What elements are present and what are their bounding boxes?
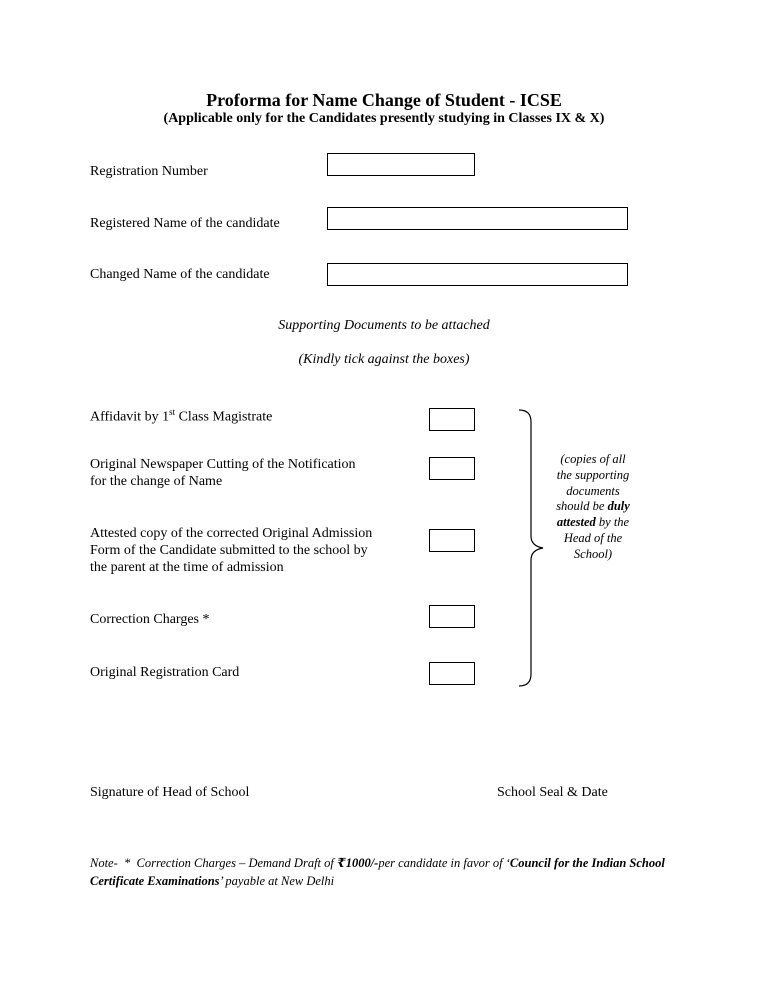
registered-name-label: Registered Name of the candidate (90, 216, 280, 231)
attested-copy-label: Attested copy of the corrected Original Admission Form of the Candidate submitted to the school by the parent at the time of admission (90, 526, 373, 575)
brace-icon (515, 408, 547, 688)
newspaper-checkbox[interactable] (429, 457, 475, 480)
registered-name-field[interactable] (327, 207, 628, 230)
registration-card-label: Original Registration Card (90, 665, 240, 680)
changed-name-field[interactable] (327, 263, 628, 286)
footnote: Note- * Correction Charges – Demand Draft of ₹1000/-per candidate in favor of ‘Council for the Indian School Certificate Examinations’ payable at New Delhi (90, 856, 665, 888)
attested-copy-checkbox[interactable] (429, 529, 475, 552)
affidavit-label: Affidavit by 1st Class Magistrate (90, 407, 273, 425)
page-subtitle: (Applicable only for the Candidates presently studying in Classes IX & X) (163, 111, 605, 126)
head-signature-label: Signature of Head of School (90, 785, 250, 800)
newspaper-label: Original Newspaper Cutting of the Notification for the change of Name (90, 457, 356, 489)
supporting-docs-heading: Supporting Documents to be attached (278, 318, 490, 333)
registration-number-label: Registration Number (90, 164, 208, 179)
tick-instruction: (Kindly tick against the boxes) (298, 352, 470, 367)
copies-attested-note: (copies of all the supporting documents should be duly attested by the Head of the School) (556, 452, 630, 561)
registration-card-checkbox[interactable] (429, 662, 475, 685)
correction-charges-label: Correction Charges * (90, 612, 210, 627)
page-title: Proforma for Name Change of Student - ICSE (206, 90, 562, 110)
affidavit-checkbox[interactable] (429, 408, 475, 431)
correction-charges-checkbox[interactable] (429, 605, 475, 628)
changed-name-label: Changed Name of the candidate (90, 267, 270, 282)
school-seal-label: School Seal & Date (497, 785, 608, 800)
registration-number-field[interactable] (327, 153, 475, 176)
